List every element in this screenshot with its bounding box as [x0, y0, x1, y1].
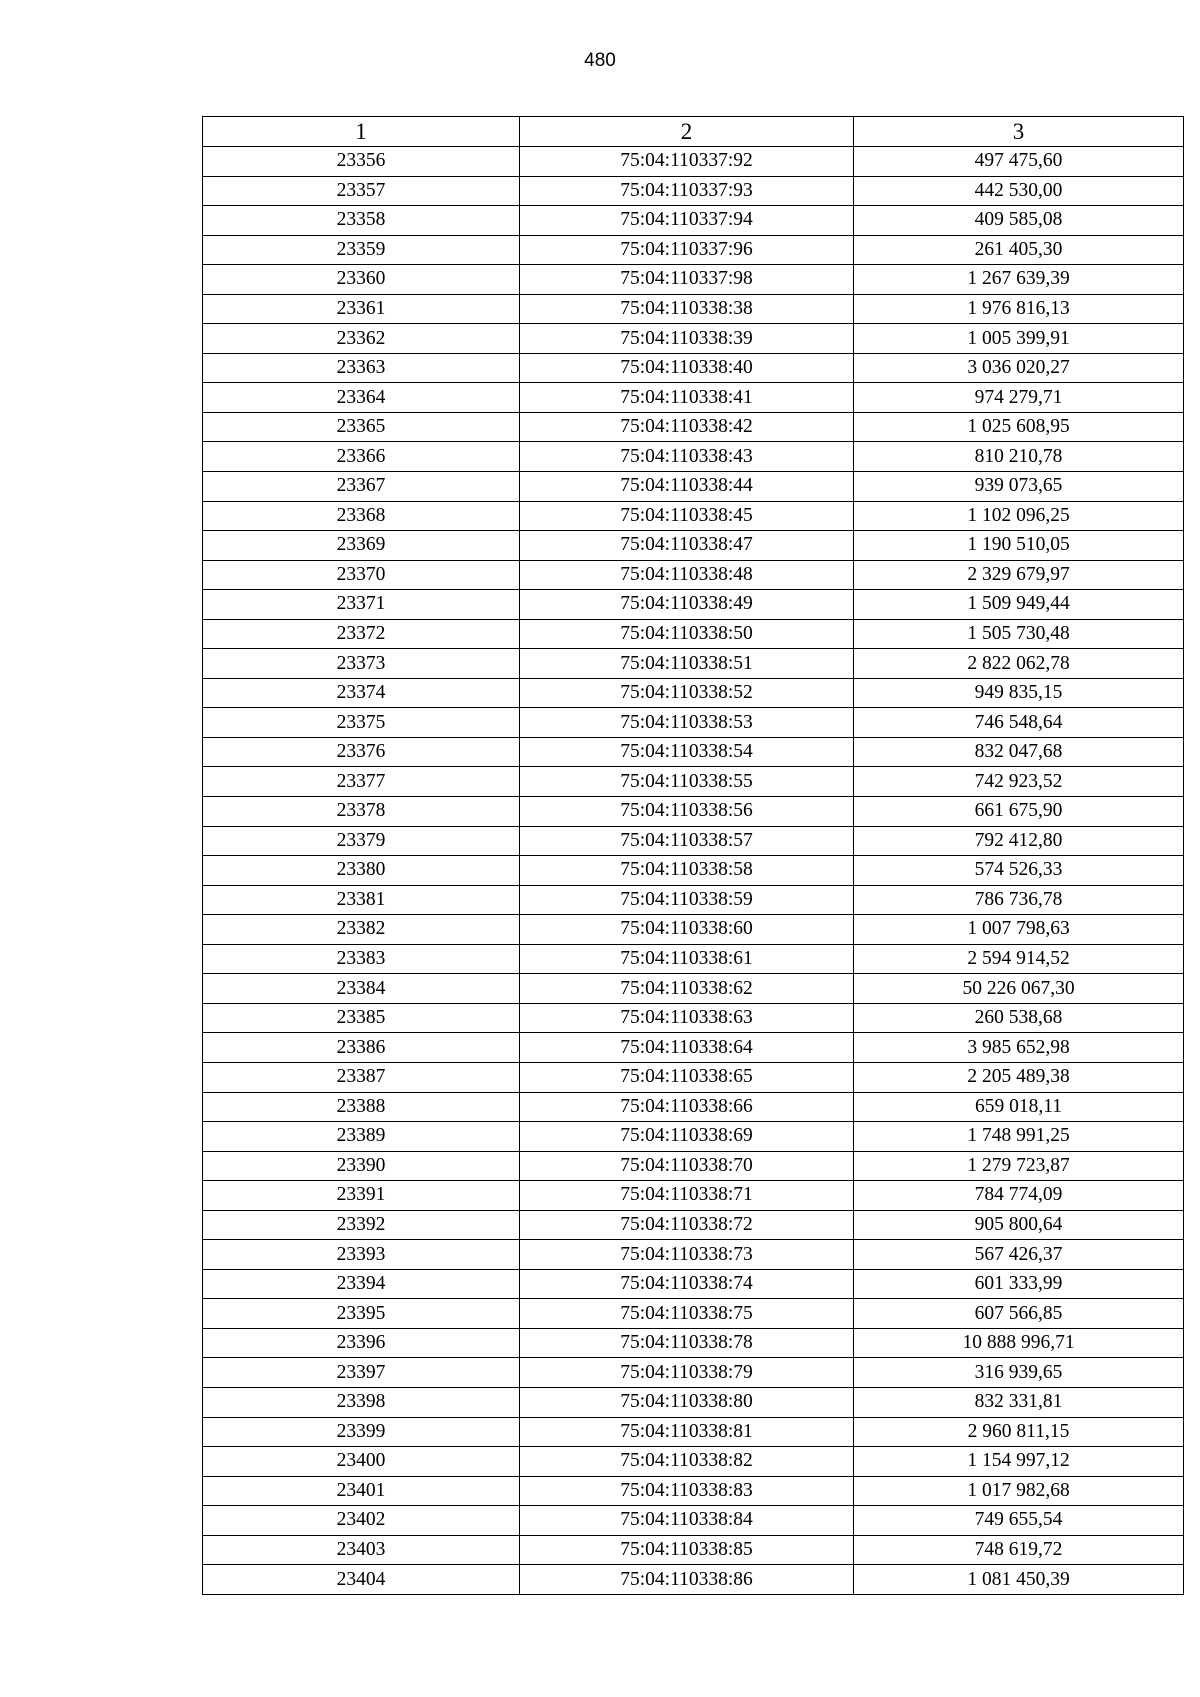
table-row: [203, 826, 1184, 856]
row-number-cell: 23373: [203, 649, 520, 679]
cadastral-number-cell: 75:04:110338:79: [520, 1358, 854, 1388]
table-row: [203, 1565, 1184, 1595]
cadastral-number-cell: 75:04:110337:93: [520, 176, 854, 206]
row-number-cell: 23394: [203, 1269, 520, 1299]
cadastral-number-cell: 75:04:110338:48: [520, 560, 854, 590]
row-number-cell: 23359: [203, 235, 520, 265]
value-cell: 810 210,78: [854, 442, 1184, 472]
table-row: [203, 1181, 1184, 1211]
cadastral-number-cell: 75:04:110338:85: [520, 1535, 854, 1565]
cadastral-number-cell: 75:04:110338:44: [520, 472, 854, 502]
row-number-cell: 23357: [203, 176, 520, 206]
row-number-cell: 23372: [203, 619, 520, 649]
row-number-cell: 23368: [203, 501, 520, 531]
row-number-cell: 23399: [203, 1417, 520, 1447]
value-cell: 1 005 399,91: [854, 324, 1184, 354]
row-number-cell: 23384: [203, 974, 520, 1004]
value-cell: 742 923,52: [854, 767, 1184, 797]
value-cell: 260 538,68: [854, 1003, 1184, 1033]
row-number-cell: 23360: [203, 265, 520, 295]
row-number-cell: 23356: [203, 147, 520, 177]
data-table: [202, 116, 1184, 1595]
table-row: [203, 147, 1184, 177]
table-row: [203, 1299, 1184, 1329]
cadastral-number-cell: 75:04:110338:52: [520, 678, 854, 708]
value-cell: 316 939,65: [854, 1358, 1184, 1388]
value-cell: 949 835,15: [854, 678, 1184, 708]
table-row: [203, 1240, 1184, 1270]
cadastral-number-cell: 75:04:110337:96: [520, 235, 854, 265]
table-row: [203, 1535, 1184, 1565]
value-cell: 1 748 991,25: [854, 1122, 1184, 1152]
table-row: [203, 176, 1184, 206]
value-cell: 1 081 450,39: [854, 1565, 1184, 1595]
row-number-cell: 23358: [203, 206, 520, 236]
table-row: [203, 1476, 1184, 1506]
cadastral-number-cell: 75:04:110337:92: [520, 147, 854, 177]
row-number-cell: 23364: [203, 383, 520, 413]
cadastral-number-cell: 75:04:110338:70: [520, 1151, 854, 1181]
table-row: [203, 708, 1184, 738]
cadastral-number-cell: 75:04:110338:61: [520, 944, 854, 974]
row-number-cell: 23398: [203, 1387, 520, 1417]
cadastral-number-cell: 75:04:110338:53: [520, 708, 854, 738]
value-cell: 2 960 811,15: [854, 1417, 1184, 1447]
row-number-cell: 23395: [203, 1299, 520, 1329]
cadastral-number-cell: 75:04:110338:86: [520, 1565, 854, 1595]
cadastral-number-cell: 75:04:110338:80: [520, 1387, 854, 1417]
table-row: [203, 294, 1184, 324]
row-number-cell: 23402: [203, 1506, 520, 1536]
value-cell: 905 800,64: [854, 1210, 1184, 1240]
cadastral-number-cell: 75:04:110338:65: [520, 1062, 854, 1092]
row-number-cell: 23380: [203, 856, 520, 886]
table-row: [203, 649, 1184, 679]
cadastral-number-cell: 75:04:110338:38: [520, 294, 854, 324]
value-cell: 1 509 949,44: [854, 590, 1184, 620]
cadastral-number-cell: 75:04:110338:56: [520, 797, 854, 827]
value-cell: 2 594 914,52: [854, 944, 1184, 974]
table-row: [203, 1122, 1184, 1152]
row-number-cell: 23400: [203, 1447, 520, 1477]
cadastral-number-cell: 75:04:110338:59: [520, 885, 854, 915]
table-row: [203, 1269, 1184, 1299]
value-cell: 261 405,30: [854, 235, 1184, 265]
cadastral-number-cell: 75:04:110338:55: [520, 767, 854, 797]
cadastral-number-cell: 75:04:110338:73: [520, 1240, 854, 1270]
cadastral-number-cell: 75:04:110338:72: [520, 1210, 854, 1240]
cadastral-number-cell: 75:04:110338:62: [520, 974, 854, 1004]
value-cell: 10 888 996,71: [854, 1328, 1184, 1358]
table-row: [203, 501, 1184, 531]
cadastral-number-cell: 75:04:110338:51: [520, 649, 854, 679]
cadastral-number-cell: 75:04:110337:94: [520, 206, 854, 236]
table-row: [203, 915, 1184, 945]
row-number-cell: 23388: [203, 1092, 520, 1122]
cadastral-number-cell: 75:04:110338:84: [520, 1506, 854, 1536]
table-row: [203, 1417, 1184, 1447]
row-number-cell: 23367: [203, 472, 520, 502]
table-row: [203, 531, 1184, 561]
row-number-cell: 23381: [203, 885, 520, 915]
value-cell: 746 548,64: [854, 708, 1184, 738]
row-number-cell: 23362: [203, 324, 520, 354]
value-cell: 607 566,85: [854, 1299, 1184, 1329]
value-cell: 2 822 062,78: [854, 649, 1184, 679]
value-cell: 786 736,78: [854, 885, 1184, 915]
value-cell: 939 073,65: [854, 472, 1184, 502]
cadastral-number-cell: 75:04:110338:49: [520, 590, 854, 620]
value-cell: 567 426,37: [854, 1240, 1184, 1270]
table-row: [203, 560, 1184, 590]
value-cell: 749 655,54: [854, 1506, 1184, 1536]
value-cell: 574 526,33: [854, 856, 1184, 886]
cadastral-number-cell: 75:04:110338:64: [520, 1033, 854, 1063]
cadastral-number-cell: 75:04:110338:78: [520, 1328, 854, 1358]
cadastral-number-cell: 75:04:110338:39: [520, 324, 854, 354]
cadastral-number-cell: 75:04:110338:45: [520, 501, 854, 531]
cadastral-number-cell: 75:04:110338:81: [520, 1417, 854, 1447]
cadastral-number-cell: 75:04:110338:50: [520, 619, 854, 649]
value-cell: 442 530,00: [854, 176, 1184, 206]
cadastral-number-cell: 75:04:110338:71: [520, 1181, 854, 1211]
cadastral-number-cell: 75:04:110338:43: [520, 442, 854, 472]
row-number-cell: 23370: [203, 560, 520, 590]
table-row: [203, 442, 1184, 472]
value-cell: 1 102 096,25: [854, 501, 1184, 531]
cadastral-number-cell: 75:04:110338:63: [520, 1003, 854, 1033]
row-number-cell: 23374: [203, 678, 520, 708]
table-row: [203, 1003, 1184, 1033]
column-header-3: 3: [854, 117, 1184, 147]
value-cell: 1 279 723,87: [854, 1151, 1184, 1181]
table-row: [203, 944, 1184, 974]
value-cell: 50 226 067,30: [854, 974, 1184, 1004]
cadastral-number-cell: 75:04:110338:66: [520, 1092, 854, 1122]
table-row: [203, 265, 1184, 295]
column-header-2: 2: [520, 117, 854, 147]
table-row: [203, 619, 1184, 649]
value-cell: 748 619,72: [854, 1535, 1184, 1565]
value-cell: 1 154 997,12: [854, 1447, 1184, 1477]
table-body: [203, 147, 1184, 1595]
value-cell: 832 331,81: [854, 1387, 1184, 1417]
cadastral-number-cell: 75:04:110338:47: [520, 531, 854, 561]
table-row: [203, 472, 1184, 502]
table-row: [203, 767, 1184, 797]
row-number-cell: 23386: [203, 1033, 520, 1063]
row-number-cell: 23389: [203, 1122, 520, 1152]
row-number-cell: 23376: [203, 737, 520, 767]
cadastral-number-cell: 75:04:110337:98: [520, 265, 854, 295]
value-cell: 1 007 798,63: [854, 915, 1184, 945]
value-cell: 1 025 608,95: [854, 412, 1184, 442]
cadastral-number-cell: 75:04:110338:41: [520, 383, 854, 413]
cadastral-number-cell: 75:04:110338:60: [520, 915, 854, 945]
table-row: [203, 1033, 1184, 1063]
table-row: [203, 885, 1184, 915]
table-row: [203, 1447, 1184, 1477]
value-cell: 659 018,11: [854, 1092, 1184, 1122]
value-cell: 2 205 489,38: [854, 1062, 1184, 1092]
header-row: [203, 117, 1184, 147]
cadastral-number-cell: 75:04:110338:58: [520, 856, 854, 886]
page-number: 480: [584, 50, 616, 71]
row-number-cell: 23361: [203, 294, 520, 324]
row-number-cell: 23378: [203, 797, 520, 827]
table-row: [203, 974, 1184, 1004]
row-number-cell: 23392: [203, 1210, 520, 1240]
table-row: [203, 412, 1184, 442]
table-header: [203, 117, 1184, 147]
table-row: [203, 1387, 1184, 1417]
table-row: [203, 1062, 1184, 1092]
value-cell: 832 047,68: [854, 737, 1184, 767]
value-cell: 601 333,99: [854, 1269, 1184, 1299]
table-row: [203, 1210, 1184, 1240]
value-cell: 3 985 652,98: [854, 1033, 1184, 1063]
row-number-cell: 23391: [203, 1181, 520, 1211]
value-cell: 2 329 679,97: [854, 560, 1184, 590]
row-number-cell: 23363: [203, 353, 520, 383]
column-header-1: 1: [203, 117, 520, 147]
table-row: [203, 797, 1184, 827]
value-cell: 661 675,90: [854, 797, 1184, 827]
cadastral-number-cell: 75:04:110338:42: [520, 412, 854, 442]
row-number-cell: 23397: [203, 1358, 520, 1388]
row-number-cell: 23365: [203, 412, 520, 442]
table-row: [203, 678, 1184, 708]
table-row: [203, 1328, 1184, 1358]
row-number-cell: 23377: [203, 767, 520, 797]
table-row: [203, 206, 1184, 236]
value-cell: 409 585,08: [854, 206, 1184, 236]
table-row: [203, 856, 1184, 886]
row-number-cell: 23382: [203, 915, 520, 945]
value-cell: 3 036 020,27: [854, 353, 1184, 383]
row-number-cell: 23371: [203, 590, 520, 620]
cadastral-number-cell: 75:04:110338:82: [520, 1447, 854, 1477]
value-cell: 1 267 639,39: [854, 265, 1184, 295]
row-number-cell: 23393: [203, 1240, 520, 1270]
cadastral-number-cell: 75:04:110338:74: [520, 1269, 854, 1299]
value-cell: 1 505 730,48: [854, 619, 1184, 649]
table-row: [203, 353, 1184, 383]
table-row: [203, 737, 1184, 767]
row-number-cell: 23383: [203, 944, 520, 974]
table-row: [203, 324, 1184, 354]
value-cell: 1 017 982,68: [854, 1476, 1184, 1506]
value-cell: 784 774,09: [854, 1181, 1184, 1211]
table-row: [203, 1151, 1184, 1181]
row-number-cell: 23385: [203, 1003, 520, 1033]
row-number-cell: 23369: [203, 531, 520, 561]
cadastral-number-cell: 75:04:110338:75: [520, 1299, 854, 1329]
value-cell: 792 412,80: [854, 826, 1184, 856]
cadastral-number-cell: 75:04:110338:83: [520, 1476, 854, 1506]
row-number-cell: 23379: [203, 826, 520, 856]
table-row: [203, 383, 1184, 413]
cadastral-number-cell: 75:04:110338:40: [520, 353, 854, 383]
cadastral-number-cell: 75:04:110338:57: [520, 826, 854, 856]
table-row: [203, 1092, 1184, 1122]
value-cell: 974 279,71: [854, 383, 1184, 413]
row-number-cell: 23375: [203, 708, 520, 738]
table-row: [203, 1506, 1184, 1536]
value-cell: 497 475,60: [854, 147, 1184, 177]
row-number-cell: 23404: [203, 1565, 520, 1595]
row-number-cell: 23396: [203, 1328, 520, 1358]
table-row: [203, 235, 1184, 265]
table-row: [203, 590, 1184, 620]
cadastral-number-cell: 75:04:110338:54: [520, 737, 854, 767]
value-cell: 1 976 816,13: [854, 294, 1184, 324]
row-number-cell: 23403: [203, 1535, 520, 1565]
cadastral-number-cell: 75:04:110338:69: [520, 1122, 854, 1152]
value-cell: 1 190 510,05: [854, 531, 1184, 561]
row-number-cell: 23387: [203, 1062, 520, 1092]
row-number-cell: 23401: [203, 1476, 520, 1506]
table-row: [203, 1358, 1184, 1388]
row-number-cell: 23366: [203, 442, 520, 472]
row-number-cell: 23390: [203, 1151, 520, 1181]
